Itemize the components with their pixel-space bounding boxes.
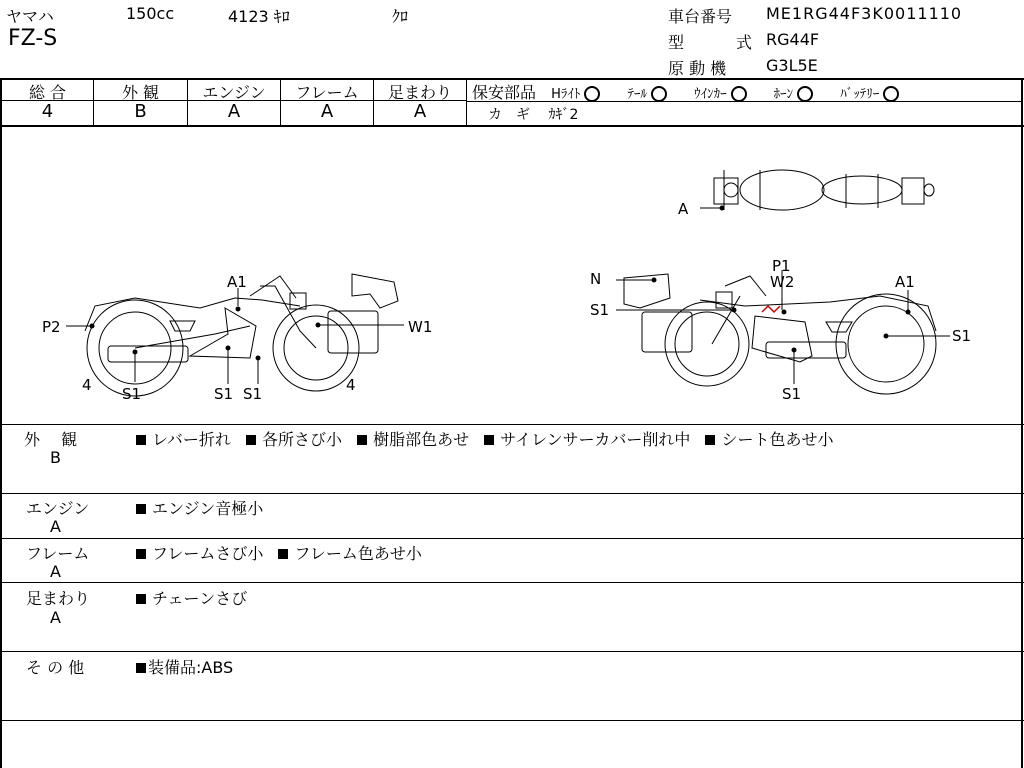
right-bike-outline <box>624 274 936 394</box>
section-items-suspension <box>136 586 257 609</box>
divider <box>0 582 1024 583</box>
section-label-exterior: 外 観 <box>24 430 78 449</box>
safety-tail-label: ﾃｰﾙ <box>627 87 647 102</box>
type-label-1: 型 <box>668 33 685 52</box>
list-item: サイレンサーカバー削れ中 <box>500 430 691 449</box>
mileage: 4123 ｷﾛ <box>228 7 290 26</box>
type-value: RG44F <box>766 30 820 49</box>
section-grade-exterior: B <box>50 448 61 467</box>
rating-label-total: 総 合 <box>28 83 67 102</box>
label-right-n: N <box>590 270 602 288</box>
damage-mark <box>762 306 780 312</box>
rating-label-engine: エンジン <box>202 83 266 102</box>
bullet-square-icon <box>136 549 146 559</box>
safety-horn-status <box>797 86 813 102</box>
list-item: エンジン音極小 <box>152 499 264 518</box>
key-row <box>488 104 578 124</box>
section-grade-frame: A <box>50 562 61 581</box>
color: ｸﾛ <box>392 7 409 26</box>
rating-value-exterior: B <box>134 101 147 122</box>
safety-battery-status <box>883 86 899 102</box>
bullet-square-icon <box>705 435 715 445</box>
label-right-a1: A1 <box>895 273 915 291</box>
label-right-s1a: S1 <box>590 301 610 319</box>
list-item: 装備品:ABS <box>148 658 234 677</box>
list-item: 各所さび小 <box>261 430 342 449</box>
label-right-s1b: S1 <box>952 327 972 345</box>
top-view-outline <box>714 170 934 210</box>
rating-value-frame: A <box>320 101 334 122</box>
section-items-other <box>136 655 243 678</box>
bullet-square-icon <box>136 594 146 604</box>
divider <box>0 538 1024 539</box>
label-left-s1a: S1 <box>122 385 142 403</box>
rating-label-frame: フレーム <box>295 83 359 102</box>
type-label-2: 式 <box>736 33 753 52</box>
rating-value-suspension: A <box>413 101 427 122</box>
section-items-engine <box>136 496 273 519</box>
label-left-s1b: S1 <box>214 385 234 403</box>
section-items-exterior <box>136 427 843 450</box>
list-item: シート色あせ小 <box>721 430 834 449</box>
bullet-square-icon <box>136 504 146 514</box>
frame-no: ME1RG44F3K0011110 <box>766 4 963 23</box>
label-left-w1: W1 <box>408 318 433 336</box>
motorcycle-diagram <box>0 126 1024 424</box>
rating-value-engine: A <box>227 101 241 122</box>
label-left-4a: 4 <box>82 376 92 394</box>
label-left-s1c: S1 <box>243 385 263 403</box>
section-label-frame: フレーム <box>26 544 90 563</box>
safety-headlight-label: Hﾗｲﾄ <box>551 87 581 102</box>
engine-value: G3L5E <box>766 56 818 75</box>
safety-headlight-status <box>584 86 600 102</box>
bullet-square-icon <box>278 549 288 559</box>
section-items-frame <box>136 541 432 564</box>
engine-label: 原 動 機 <box>668 59 727 78</box>
section-label-other: そ の 他 <box>26 658 85 677</box>
bullet-square-icon <box>357 435 367 445</box>
divider <box>466 78 467 126</box>
list-item: レバー折れ <box>152 430 231 449</box>
list-item: フレームさび小 <box>152 544 264 563</box>
bullet-square-icon <box>484 435 494 445</box>
divider <box>0 424 1024 425</box>
label-right-w2: W2 <box>770 273 795 291</box>
label-left-a1: A1 <box>227 273 247 291</box>
label-top-a: A <box>678 200 689 218</box>
bullet-square-icon <box>136 435 146 445</box>
section-label-engine: エンジン <box>26 499 90 518</box>
model-name: FZ-S <box>8 26 58 51</box>
label-left-4b: 4 <box>346 376 356 394</box>
bullet-square-icon <box>136 663 146 673</box>
divider <box>0 651 1024 652</box>
rating-label-suspension: 足まわり <box>387 83 452 102</box>
section-grade-suspension: A <box>50 608 61 627</box>
safety-label: 保安部品 <box>472 83 537 102</box>
safety-battery-label: ﾊﾞｯﾃﾘｰ <box>840 87 880 102</box>
key-value: ｶｷﾞ2 <box>548 107 579 123</box>
label-left-p2: P2 <box>42 318 61 336</box>
safety-winker-status <box>731 86 747 102</box>
label-right-p1: P1 <box>772 257 791 275</box>
safety-parts <box>472 80 899 103</box>
section-label-suspension: 足まわり <box>26 589 91 608</box>
safety-winker-label: ｳｲﾝｶｰ <box>694 87 727 102</box>
frame-no-label: 車台番号 <box>668 7 733 26</box>
key-label: カ ギ <box>488 107 530 123</box>
safety-tail-status <box>651 86 667 102</box>
label-right-s1c: S1 <box>782 385 802 403</box>
rating-value-total: 4 <box>41 101 54 122</box>
maker: ヤマハ <box>6 7 54 26</box>
list-item: フレーム色あせ小 <box>294 544 422 563</box>
divider <box>0 720 1024 721</box>
section-grade-engine: A <box>50 517 61 536</box>
list-item: 樹脂部色あせ <box>373 430 470 449</box>
rating-label-exterior: 外 観 <box>121 83 160 102</box>
divider <box>0 493 1024 494</box>
safety-horn-label: ﾎｰﾝ <box>773 87 794 102</box>
list-item: チェーンさび <box>152 589 248 608</box>
bullet-square-icon <box>246 435 256 445</box>
displacement: 150cc <box>126 4 175 23</box>
